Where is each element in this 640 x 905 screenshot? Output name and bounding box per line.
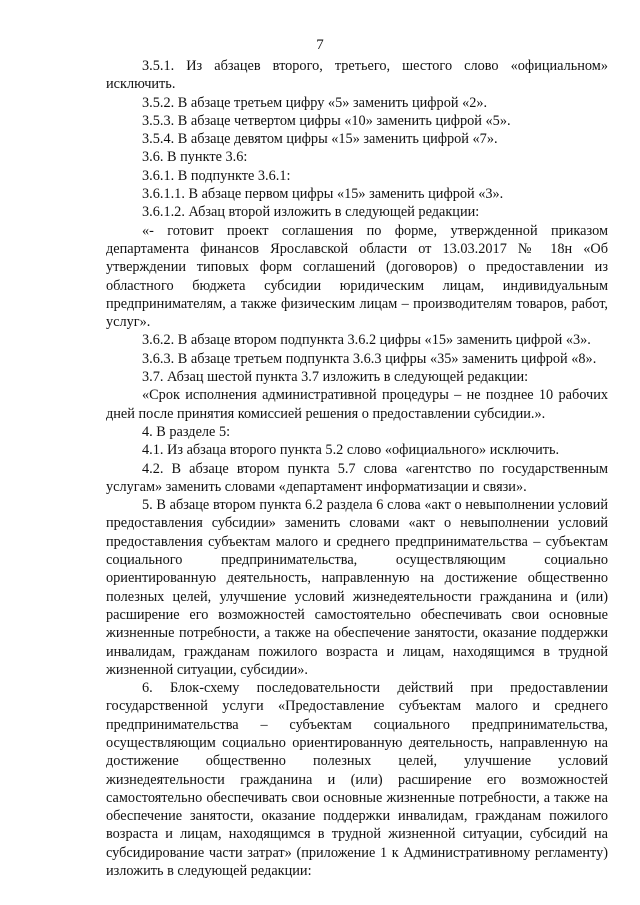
paragraph-3-5-4: 3.5.4. В абзаце девятом цифры «15» заменить цифрой «7». (142, 131, 498, 148)
paragraph-quote-deadline: «Срок исполнения административной процедуры – не позднее 10 рабочих дней после принятия комиссией решения о предоставлении субсидии.». (106, 387, 608, 422)
paragraph-3-7: 3.7. Абзац шестой пункта 3.7 изложить в следующей редакции: (142, 369, 529, 386)
paragraph-3-6-2: 3.6.2. В абзаце втором подпункта 3.6.2 цифры «15» заменить цифрой «3». (142, 332, 591, 349)
paragraph-3-5-2: 3.5.2. В абзаце третьем цифру «5» заменить цифрой «2». (142, 94, 488, 111)
paragraph-3-6-3: 3.6.3. В абзаце третьем подпункта 3.6.3 цифры «35» заменить цифрой «8». (142, 350, 597, 367)
paragraph-3-6-1-1: 3.6.1.1. В абзаце первом цифры «15» заменить цифрой «3». (142, 186, 504, 203)
paragraph-3-5-1: 3.5.1. Из абзацев второго, третьего, шестого слово «официальном» исключить. (106, 58, 608, 93)
paragraph-3-6: 3.6. В пункте 3.6: (142, 149, 248, 166)
paragraph-3-6-1-2: 3.6.1.2. Абзац второй изложить в следующей редакции: (142, 204, 480, 221)
paragraph-4: 4. В разделе 5: (142, 423, 231, 440)
paragraph-5: 5. В абзаце втором пункта 6.2 раздела 6 слова «акт о невыполнении условий предоставления субсидии» заменить словами «акт о невыполнении условий предоставления субъектам малого и среднего предпринимательства – субъектам социального предпринимательства, осуществляющим социально ориентированную деятельность, направленную на достижение общественно полезных целей, улучшение условий жизнедеятельности гражданина и (или) расширение его возможностей самостоятельно обеспечивать свои основные жизненные потребности, а также на обеспечение занятости, оказание поддержки инвалидам, гражданам пожилого возраста и лицам, находящимся в трудной жизненной ситуации, субсидии». (106, 497, 608, 678)
paragraph-3-5-3: 3.5.3. В абзаце четвертом цифры «10» заменить цифрой «5». (142, 112, 511, 129)
page-number: 7 (316, 37, 324, 53)
paragraph-6: 6. Блок-схему последовательности действий при предоставлении государственной услуги «Предоставление субъектам малого и среднего предпринимательства – субъектам социального предпринимательства, осуществляющим социально ориентированную деятельность, направленную на достижение общественно полезных целей, улучшение условий жизнедеятельности гражданина и (или) расширение его возможностей самостоятельно обеспечивать свои основные жизненные потребности, а также на обеспечение занятости, оказание поддержки инвалидам, гражданам пожилого возраста и лицам, находящимся в трудной жизненной ситуации, субсидий на субсидирование части затрат» (приложение 1 к Административному регламенту) изложить в следующей редакции: (106, 680, 608, 880)
paragraph-quote-agreement: «- готовит проект соглашения по форме, утвержденной приказом департамента финансов Ярославской области от 13.03.2017 № 18н «Об утверждении типовых форм соглашений (договоров) о предоставлении из областного бюджета субсидии юридическим лицам, индивидуальным предпринимателям, а также физическим лицам – производителям товаров, работ, услуг». (106, 222, 608, 331)
document-body (106, 57, 608, 880)
paragraph-4-1: 4.1. Из абзаца второго пункта 5.2 слово «официального» исключить. (142, 442, 560, 459)
paragraph-4-2: 4.2. В абзаце втором пункта 5.7 слова «агентство по государственным услугам» заменить словами «департамент информатизации и связи». (106, 460, 608, 495)
paragraph-3-6-1: 3.6.1. В подпункте 3.6.1: (142, 167, 291, 184)
